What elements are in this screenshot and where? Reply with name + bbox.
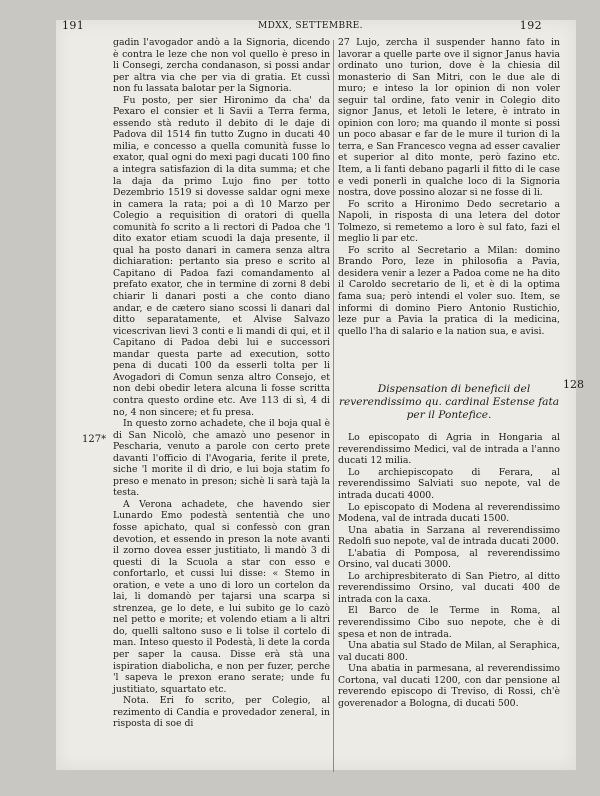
margin-note-number-right: 128 [563, 378, 584, 391]
right-paragraph: Lo archiepiscopato di Ferara, al reverendissimo Salviati suo nepote, val de intrada ducati 4000. [338, 466, 560, 501]
right-paragraph: Fo scrito a Hironimo Dedo secretario a Napoli, in risposta di una letera del dotor Tolmezo, si remetemo a loro è sul fato, fazi el meglio li par etc. [338, 198, 560, 245]
right-paragraph: El Barco de le Terme in Roma, al reverendissimo Cibo suo nepote, che è di spesa et non de intrada. [338, 605, 560, 640]
left-paragraph: Nota. Eri fo scrito, per Colegio, al rezimento di Candia e provedador zeneral, in risposta di soe di [113, 695, 330, 730]
left-paragraph: In questo zorno achadete, che il boja qual è di San Nicolò, che amazò uno pesenor in Pescharia, venuto a parole con certo prete davanti l'officio di l'Avogaria, ferite il prete, siche 'l morite il dì drio, e lui boja statim fo preso e menato in preson; sichè li sarà tajà la testa. [113, 418, 330, 499]
left-paragraph: A Verona achadete, che havendo sier Lunardo Emo podestà sententià che uno fosse apichato, qual si confessò con gran devotion, et essendo in preson la note avanti il zorno dovea esser justitiato, li mandò 3 di questi di la Scuola a star con esso e confortarlo, et cussi lui disse: « Stemo in oration, e vete a uno di loro un cortelon da lai, li domandò per tajarsi una scarpa si strenzea, ge lo dete, e lui subito ge lo cazò nel petto e morite; et volendo etiam a li altri do, quelli saltono suso e li tolse il cortelo di man. Inteso questo il Podestà, li dete la corda per saper la causa. Disse erà stà una ispiration diabolicha, e non per fuzer, perche 'l sapeva le prexon erano serate; unde fu justitiato, squartato etc. [113, 498, 330, 695]
right-paragraph: Una abatia sul Stado de Milan, al Seraphica, val ducati 800. [338, 640, 560, 663]
right-paragraph: 27 Lujo, zercha il suspender hanno fato in lavorar a quelle parte ove il signor Janus havia ordinato uno turion, dove è la chiesia dil monasterio di San Mitri, con le due ale di muro; e inteso la lor opinion di non voler seguir tal ordine, fato venir in Colegio dito signor Janus, et letoli le letere, è intrato in opinion con loro; ma quando il monte si possi un poco abasar e far de le mure il turion di la terra, e San Francesco vegna ad esser cavalier et superior al dito monte, però fazino etc. Item, a li fanti debano pagarli il fitto di le case e vedi ponerli in qualche loco di la Signoria nostra, dove possino alozar si ne fosse di li. [338, 37, 560, 199]
margin-note-number-left: 127* [82, 434, 107, 445]
section-gap [338, 337, 560, 383]
right-paragraph: Una abatia in Sarzana al reverendissimo Redolfi suo nepote, val de intrada ducati 2000. [338, 524, 560, 548]
left-paragraph: gadin l'avogador andò a la Signoria, dicendo è contra le leze che non vol quello è preso in li Consegi, zercha condanason, si possi andar per altra via che per via di gratia. Et cussì non fu lassata balotar per la Signoria. [113, 37, 330, 95]
right-paragraph: Lo episcopato di Agria in Hongaria al reverendissimo Medici, val de intrada a l'anno ducati 12 milia. [338, 432, 560, 467]
right-paragraph: Una abatia in parmesana, al reverendissimo Cortona, val ducati 1200, con dar pensione al reverendo episcopo di Treviso, di Rossi, ch'è goverenador a Bologna, di ducati 500. [338, 663, 560, 709]
right-paragraph: L'abatia di Pomposa, al reverendissimo Orsino, val ducati 3000. [338, 547, 560, 571]
right-paragraph: Lo archipresbiterato di San Pietro, al ditto reverendissimo Orsino, val ducati 400 de intrada con la caxa. [338, 570, 560, 605]
left-paragraph: Fu posto, per sier Hironimo da cha' da Pexaro el consier et li Savii a Terra ferma, essendo stà reduto il debito di le daje di Padova dil 1514 fin tutto Zugno in ducati 40 milia, e concesso a quella comunità fusse lo exator, qual ogni do mexi pagi ducati 100 fino a integra satisfazion di la dita summa; et che la daja da primo Lujo fino per totto Dezembrio 1519 si dovesse saldar ogni mexe in camera la rata; poi a dì 10 Marzo per Colegio a requisition di oratori di quella comunità fo scrito a li rectori di Padoa che 'l dito exator etiam scuodi la daja presente, il qual ha posto danari in camera senza altra dichiaration: pertanto sia preso e scrito al Capitano di Padoa fazi comandamento al prefato exator, che in termine di zorni 8 debi chiarir li danari posti a che conto diano andar, e de cætero siano scossi li danari dal ditto separatamente, et Alvise Salvazo vicescrivan lievi 3 conti e li mandi di qui, et il Capitano di Padoa debi lui e successori mandar questa parte ad execution, sotto pena di ducati 100 da esserli tolta per li Avogadori di Comun senza altro Consejo, et non debi obedir letera alcuna li fosse scritta contra questo ordine etc. Ave 113 di sì, 4 di no, 4 non sincere; et fu presa. [113, 94, 330, 418]
page-number-right: 192 [519, 19, 542, 32]
right-paragraph: Lo episcopato di Modena al reverendissimo Modena, val de intrada ducati 1500. [338, 501, 560, 525]
column-divider [333, 40, 334, 772]
page-number-left: 191 [62, 19, 85, 32]
right-text-column [338, 37, 560, 709]
right-paragraph: Fo scrito al Secretario a Milan: domino Brando Poro, leze in philosofia a Pavia, desidera venir a lezer a Padoa come ne ha dito il Caroldo secretario de li, et è di la optima fama sua; però intendi el voler suo. Item, se informi di domino Piero Antonio Rustichio, leze pur a Pavia la pratica di la medicina, quello l'ha di salario e la nation sua, e avisi. [338, 244, 560, 337]
running-header [62, 19, 542, 33]
running-title: MDXX, SETTEMBRE. [258, 21, 363, 31]
left-text-column [113, 37, 330, 730]
section-heading: Dispensation di beneficii del reverendissimo qu. cardinal Estense fata per il Pontefice. [338, 383, 560, 422]
